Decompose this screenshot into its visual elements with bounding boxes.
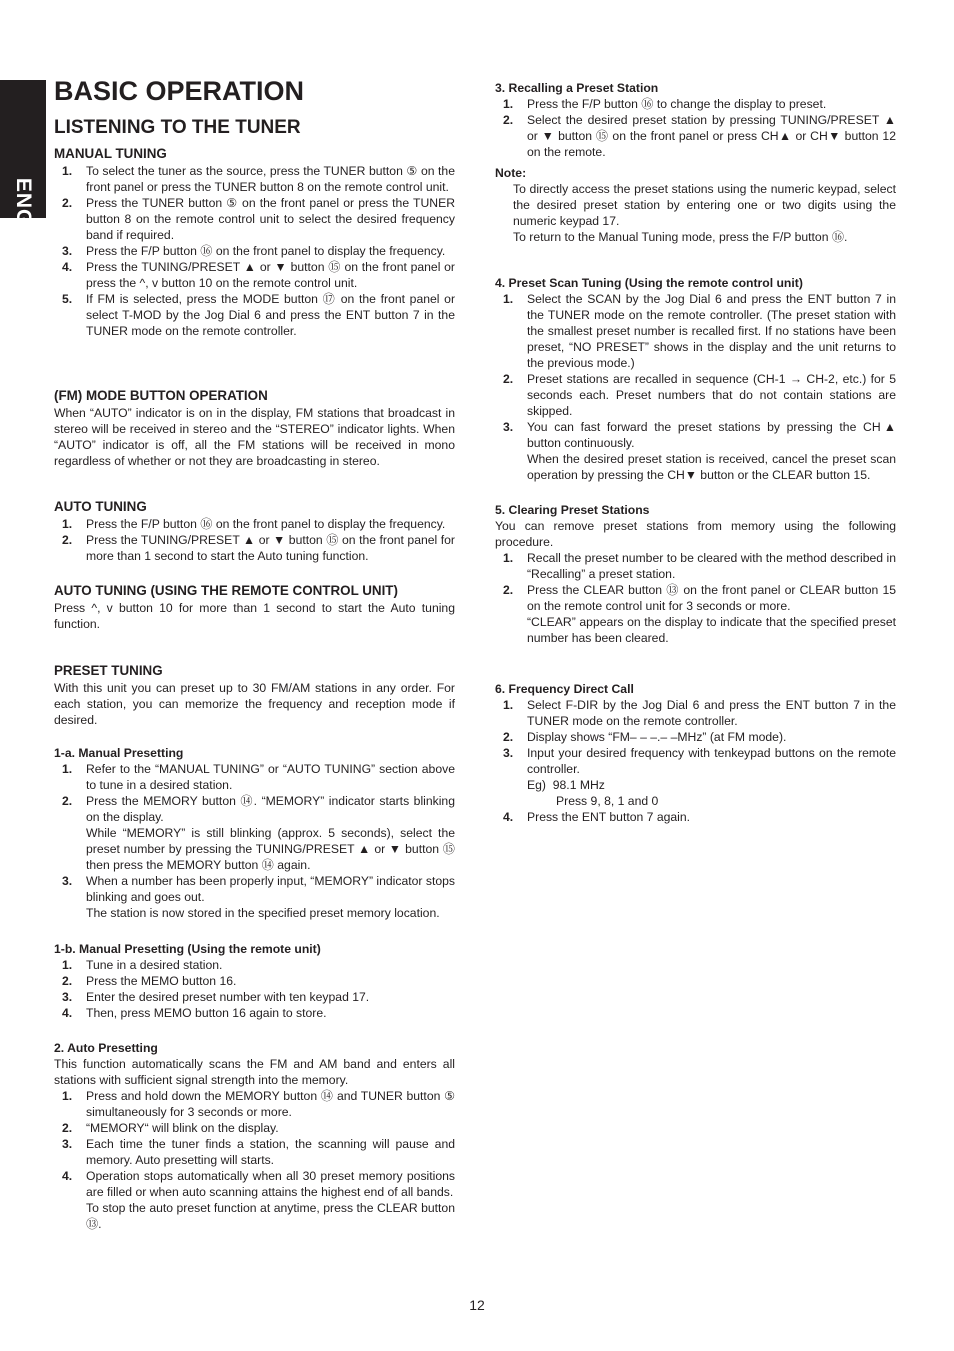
frequency-list-continued [495,809,896,825]
list-item: 1. Select the SCAN by the Jog Dial 6 and press the ENT button 7 in the TUNER mode on the remote controller. (The preset station with the smallest preset number is recalled first. If no stations have been preset, “NO PRESET” shows in the display and the unit returns to the previous mode.) [503,292,896,370]
auto-presetting-heading: 2. Auto Presetting [54,1041,158,1055]
auto-tuning-section [54,499,455,564]
manual-presetting-remote-list [54,957,455,1021]
list-item: 2. “MEMORY“ will blink on the display. [62,1121,279,1135]
language-tab-label: ENGLISH [12,177,35,279]
list-item: 3. You can fast forward the preset stations by pressing the CH▲ button continuously. When the desired preset station is received, cancel the preset scan operation by pressing the CH▼ button or the CLEAR button 15. [503,420,896,482]
list-item: 1. Press the F/P button ⑯ on the front panel to display the frequency. [62,517,446,531]
recalling-section [495,81,896,245]
auto-presetting-list [54,1088,455,1232]
preset-tuning-section [54,663,455,728]
auto-presetting-section [54,1041,455,1232]
frequency-section [495,682,896,825]
list-item: 4. Operation stops automatically when all 30 preset memory positions are filled or when auto scanning attains the highest end of all bands. To stop the auto preset function at anytime, press the CLEAR button ⑬. [62,1169,455,1231]
list-item: 1. Refer to the “MANUAL TUNING” or “AUTO TUNING” section above to tune in a desired station. [62,762,455,792]
list-item: 5. If FM is selected, press the MODE button ⑰ on the front panel or select T-MOD by the Jog Dial 6 and press the ENT button 7 in the TUNER mode on the remote controller. [62,292,455,338]
list-item: 1. Press and hold down the MEMORY button ⑭ and TUNER button ⑤ simultaneously for 3 seconds or more. [62,1089,455,1119]
list-item: 1. Tune in a desired station. [62,958,223,972]
language-tab [0,80,46,279]
list-item: 3. Input your desired frequency with tenkeypad buttons on the remote controller. [503,746,896,776]
manual-presetting-section [54,746,455,921]
auto-presetting-text: This function automatically scans the FM and AM band and enters all stations with sufficient signal strength into the memory. [54,1057,455,1087]
list-item: 3. When a number has been properly input, “MEMORY” indicator stops blinking and goes out. The station is now stored in the specified preset memory location. [62,874,455,920]
list-item: 2. Display shows “FM– – –.– –MHz” (at FM mode). [503,730,787,744]
list-item: 2. Press the MEMORY button ⑭. “MEMORY” indicator starts blinking on the display. While “MEMORY” is still blinking (approx. 5 seconds), select the preset number by pressing the TUNING/PRESET ▲ or ▼ button ⑮ then press the MEMORY button ⑭ again. [62,794,455,872]
list-item: 3. Enter the desired preset number with ten keypad 17. [62,990,370,1004]
preset-scan-list [495,291,896,483]
list-item: 2. Select the desired preset station by pressing TUNING/PRESET ▲ or ▼ button ⑮ on the front panel or press CH▲ or CH▼ button 12 on the remote. [503,113,896,159]
list-item: 3. Each time the tuner finds a station, the scanning will pause and memory. Auto presetting will starts. [62,1137,455,1167]
auto-tuning-remote-section [54,583,455,632]
recalling-heading: 3. Recalling a Preset Station [495,81,659,95]
recalling-list [495,96,896,160]
list-item: 1. Recall the preset number to be cleared with the method described in “Recalling” a preset station. [503,551,896,581]
manual-presetting-heading: 1-a. Manual Presetting [54,746,184,760]
page-title: BASIC OPERATION [54,76,305,106]
fm-mode-section [54,388,455,469]
clearing-heading: 5. Clearing Preset Stations [495,503,650,517]
clearing-text: You can remove preset stations from memory using the following procedure. [495,519,896,549]
list-item: 2. Press the TUNER button ⑤ on the front panel or press the TUNER button 8 on the remote control unit to select the desired frequency band if required. [62,196,455,242]
clearing-list [495,550,896,646]
section-title: LISTENING TO THE TUNER [54,117,301,138]
manual-tuning-heading: MANUAL TUNING [54,146,167,161]
list-item: 2. Press the TUNING/PRESET ▲ or ▼ button ⑮ on the front panel for more than 1 second to start the Auto tuning function. [62,533,455,563]
list-item: 4. Press the ENT button 7 again. [503,810,691,824]
note-label: Note: [495,166,527,180]
manual-presetting-list [54,761,455,921]
list-item: 4. Then, press MEMO button 16 again to store. [62,1006,327,1020]
auto-tuning-list [54,516,455,564]
manual-tuning-list [54,163,455,339]
list-item: 2. Preset stations are recalled in sequence (CH-1 → CH-2, etc.) for 5 seconds each. Preset numbers that do not contain stations are skipped. [503,372,896,418]
note-text: To directly access the preset stations using the numeric keypad, select the desired preset station by entering one or two digits using the numeric keypad 17. To return to the Manual Tuning mode, press the F/P button ⑯. [513,182,896,244]
manual-tuning-section [54,146,455,339]
preset-tuning-heading: PRESET TUNING [54,663,163,678]
preset-scan-section [495,276,896,483]
fm-mode-text: When “AUTO” indicator is on in the display, FM stations that broadcast in stereo will be received in stereo and the “STEREO” indicator lights. When “AUTO” indicator is off, all the FM stations will be received in mono regardless of whether or not they are broadcasting in stereo. [54,406,455,468]
list-item: 4. Press the TUNING/PRESET ▲ or ▼ button ⑮ on the front panel or press the ^, v button 10 on the remote control unit. [62,260,455,290]
manual-presetting-remote-heading: 1-b. Manual Presetting (Using the remote unit) [54,942,321,956]
page-number: 12 [469,1297,485,1313]
auto-tuning-heading: AUTO TUNING [54,499,147,514]
frequency-heading: 6. Frequency Direct Call [495,682,634,696]
preset-tuning-text: With this unit you can preset up to 30 FM/AM stations in any order. For each station, you can memorize the frequency and reception mode if desired. [54,681,455,727]
frequency-list [495,697,896,777]
example-line: Eg) 98.1 MHz [527,778,605,792]
list-item: 1. To select the tuner as the source, press the TUNER button ⑤ on the front panel or press the TUNER button 8 on the remote control unit. [62,164,455,194]
clearing-section [495,503,896,646]
fm-mode-heading: (FM) MODE BUTTON OPERATION [54,388,268,403]
list-item: 1. Press the F/P button ⑯ to change the display to preset. [503,97,827,111]
list-item: 2. Press the CLEAR button ⑬ on the front panel or CLEAR button 15 on the remote control unit for 3 seconds or more. “CLEAR” appears on the display to indicate that the specified preset number has been cleared. [503,583,896,645]
preset-scan-heading: 4. Preset Scan Tuning (Using the remote control unit) [495,276,803,290]
auto-tuning-remote-text: Press ^, v button 10 for more than 1 second to start the Auto tuning function. [54,601,455,631]
manual-presetting-remote-section [54,942,455,1021]
list-item: 2. Press the MEMO button 16. [62,974,237,988]
list-item: 3. Press the F/P button ⑯ on the front panel to display the frequency. [62,244,446,258]
auto-tuning-remote-heading: AUTO TUNING (USING THE REMOTE CONTROL UNIT) [54,583,398,598]
example-press: Press 9, 8, 1 and 0 [556,794,659,808]
list-item: 1. Select F-DIR by the Jog Dial 6 and press the ENT button 7 in the TUNER mode on the remote controller. [503,698,896,728]
